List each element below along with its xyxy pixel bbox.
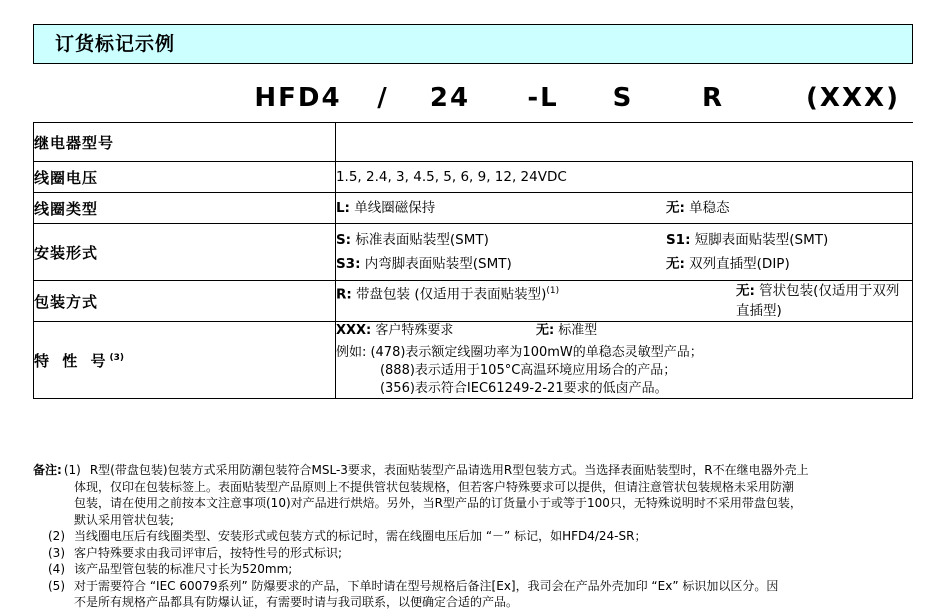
row-value-mounting: S: 标准表面贴装型(SMT) S1: 短脚表面贴装型(SMT) S3: 内弯脚表面贴装型(SMT) 无: 双列直插型(DIP) bbox=[335, 224, 912, 281]
note-number-4: (4) bbox=[48, 562, 65, 576]
table-row-coil-type bbox=[34, 193, 913, 224]
table-row-feature bbox=[34, 322, 913, 399]
mounting-option-s3: 内弯脚表面贴装型(SMT) bbox=[364, 256, 512, 272]
feature-option-xxx: 客户特殊要求 bbox=[375, 323, 454, 338]
code-model: HFD4 bbox=[254, 83, 342, 113]
note-text-4: 该产品型管包装的标准尺寸长为520mm; bbox=[74, 562, 293, 576]
row-value-voltage: 1.5, 2.4, 3, 4.5, 5, 6, 9, 12, 24VDC bbox=[335, 162, 912, 193]
note-number-1: (1) bbox=[63, 463, 81, 477]
coil-type-option-none: 单稳态 bbox=[689, 200, 730, 216]
order-marking-table bbox=[33, 122, 913, 399]
code-mounting: S bbox=[612, 83, 634, 113]
note-text-1-line-3: 包装，请在使用之前按本文注意事项(10)对产品进行烘焙。另外，当R型产品的订货量小于或等于100只，无特殊说明时不采用带盘包装， bbox=[74, 496, 802, 510]
note-item-4 bbox=[33, 561, 913, 578]
row-value-feature: XXX: 客户特殊要求 无: 标准型 例如: (478)表示额定线圈功率为100mW的单稳态灵敏型产品； (888)表示适用于105°C高温环境应用场合的产品； (356)表示符合IEC61249-2-21要求的低卤产品。 bbox=[335, 322, 912, 399]
note-text-5-line-1: 对于需要符合 “IEC 60079系列” 防爆要求的产品，下单时请在型号规格后备注[Ex]，我司会在产品外壳加印 “Ex” 标识加以区分。因 bbox=[74, 578, 779, 593]
table-row-mounting bbox=[34, 224, 913, 281]
coil-type-option-l: 单线圈磁保持 bbox=[354, 200, 436, 216]
row-value-model bbox=[335, 123, 912, 162]
note-number-2: (2) bbox=[48, 529, 65, 543]
mounting-option-s1: 短脚表面贴装型(SMT) bbox=[694, 232, 829, 248]
note-text-2: 当线圈电压后有线圈类型、安装形式或包装方式的标记时，需在线圈电压后加 “－” 标记，如HFD4/24-SR； bbox=[74, 529, 647, 543]
row-label-model: 继电器型号 bbox=[34, 123, 336, 162]
table-row-packing bbox=[34, 281, 913, 322]
code-coil-type: -L bbox=[527, 83, 559, 113]
row-value-packing: R: 带盘包装 (仅适用于表面贴装型)$^{(1)}$ 无: 管状包装(仅适用于双列直插型) bbox=[335, 281, 912, 322]
row-label-mounting: 安装形式 bbox=[34, 224, 336, 281]
coil-type-option-none-prefix: 无: bbox=[665, 200, 685, 216]
note-number-5: (5) bbox=[48, 578, 65, 593]
row-label-voltage: 线圈电压 bbox=[34, 162, 336, 193]
row-label-packing: 包装方式 bbox=[34, 281, 336, 322]
row-label-coil-type: 线圈类型 bbox=[34, 193, 336, 224]
code-voltage: 24 bbox=[429, 83, 471, 113]
page-title: 订货标记示例 bbox=[55, 33, 176, 55]
feature-example-line-3: (356)表示符合IEC61249-2-21要求的低卤产品。 bbox=[379, 381, 668, 396]
notes-block bbox=[33, 462, 913, 611]
mounting-option-none: 双列直插型(DIP) bbox=[689, 256, 790, 272]
feature-example-line-1: 例如: (478)表示额定线圈功率为100mW的单稳态灵敏型产品； bbox=[335, 345, 703, 360]
note-text-3: 客户特殊要求由我司评审后，按特性号的形式标识; bbox=[74, 545, 343, 560]
coil-type-option-l-prefix: L: bbox=[335, 200, 350, 216]
code-packing: R bbox=[701, 83, 725, 113]
packing-option-r-note-ref: (1) bbox=[546, 286, 560, 296]
row-value-coil-type bbox=[335, 193, 912, 224]
code-slash: / bbox=[377, 83, 389, 113]
feature-example-line-2: (888)表示适用于105°C高温环境应用场合的产品； bbox=[379, 363, 677, 378]
note-item-3 bbox=[33, 545, 913, 562]
packing-option-r: 带盘包装 (仅适用于表面贴装型) bbox=[356, 286, 547, 303]
note-text-1-line-1: R型(带盘包装)包装方式采用防潮包装符合MSL-3要求，表面贴装型产品请选用R型包装方式。当选择表面贴装型时，R不在继电器外壳上 bbox=[89, 463, 809, 477]
note-item-1 bbox=[33, 462, 913, 479]
note-item-5 bbox=[33, 578, 913, 595]
note-text-1-line-2: 体现，仅印在包装标签上。表面贴装型产品原则上不提供管状包装规格，但若客户特殊要求可以提供，但请注意管状包装规格未采用防潮 bbox=[74, 479, 795, 494]
row-label-feature: 特 性 号$^{(3)}$ bbox=[34, 322, 336, 399]
note-text-5-line-2: 不是所有规格产品都具有防爆认证，有需要时请与我司联系，以便确定合适的产品。 bbox=[74, 595, 519, 609]
note-number-3: (3) bbox=[48, 545, 65, 560]
code-feature: (XXX) bbox=[806, 83, 900, 113]
notes-title: 备注: bbox=[33, 463, 62, 477]
note-text-1-line-4: 默认采用管状包装; bbox=[74, 512, 175, 527]
note-item-2 bbox=[33, 528, 913, 545]
feature-option-none: 标准型 bbox=[558, 323, 598, 338]
table-row-model bbox=[34, 123, 913, 162]
mounting-option-s: 标准表面贴装型(SMT) bbox=[355, 232, 489, 248]
packing-option-none: 管状包装(仅适用于双列直插型) bbox=[735, 283, 900, 319]
table-row-voltage bbox=[34, 162, 913, 193]
order-code-row bbox=[33, 74, 913, 122]
row-label-feature-note-ref: (3) bbox=[109, 352, 124, 363]
